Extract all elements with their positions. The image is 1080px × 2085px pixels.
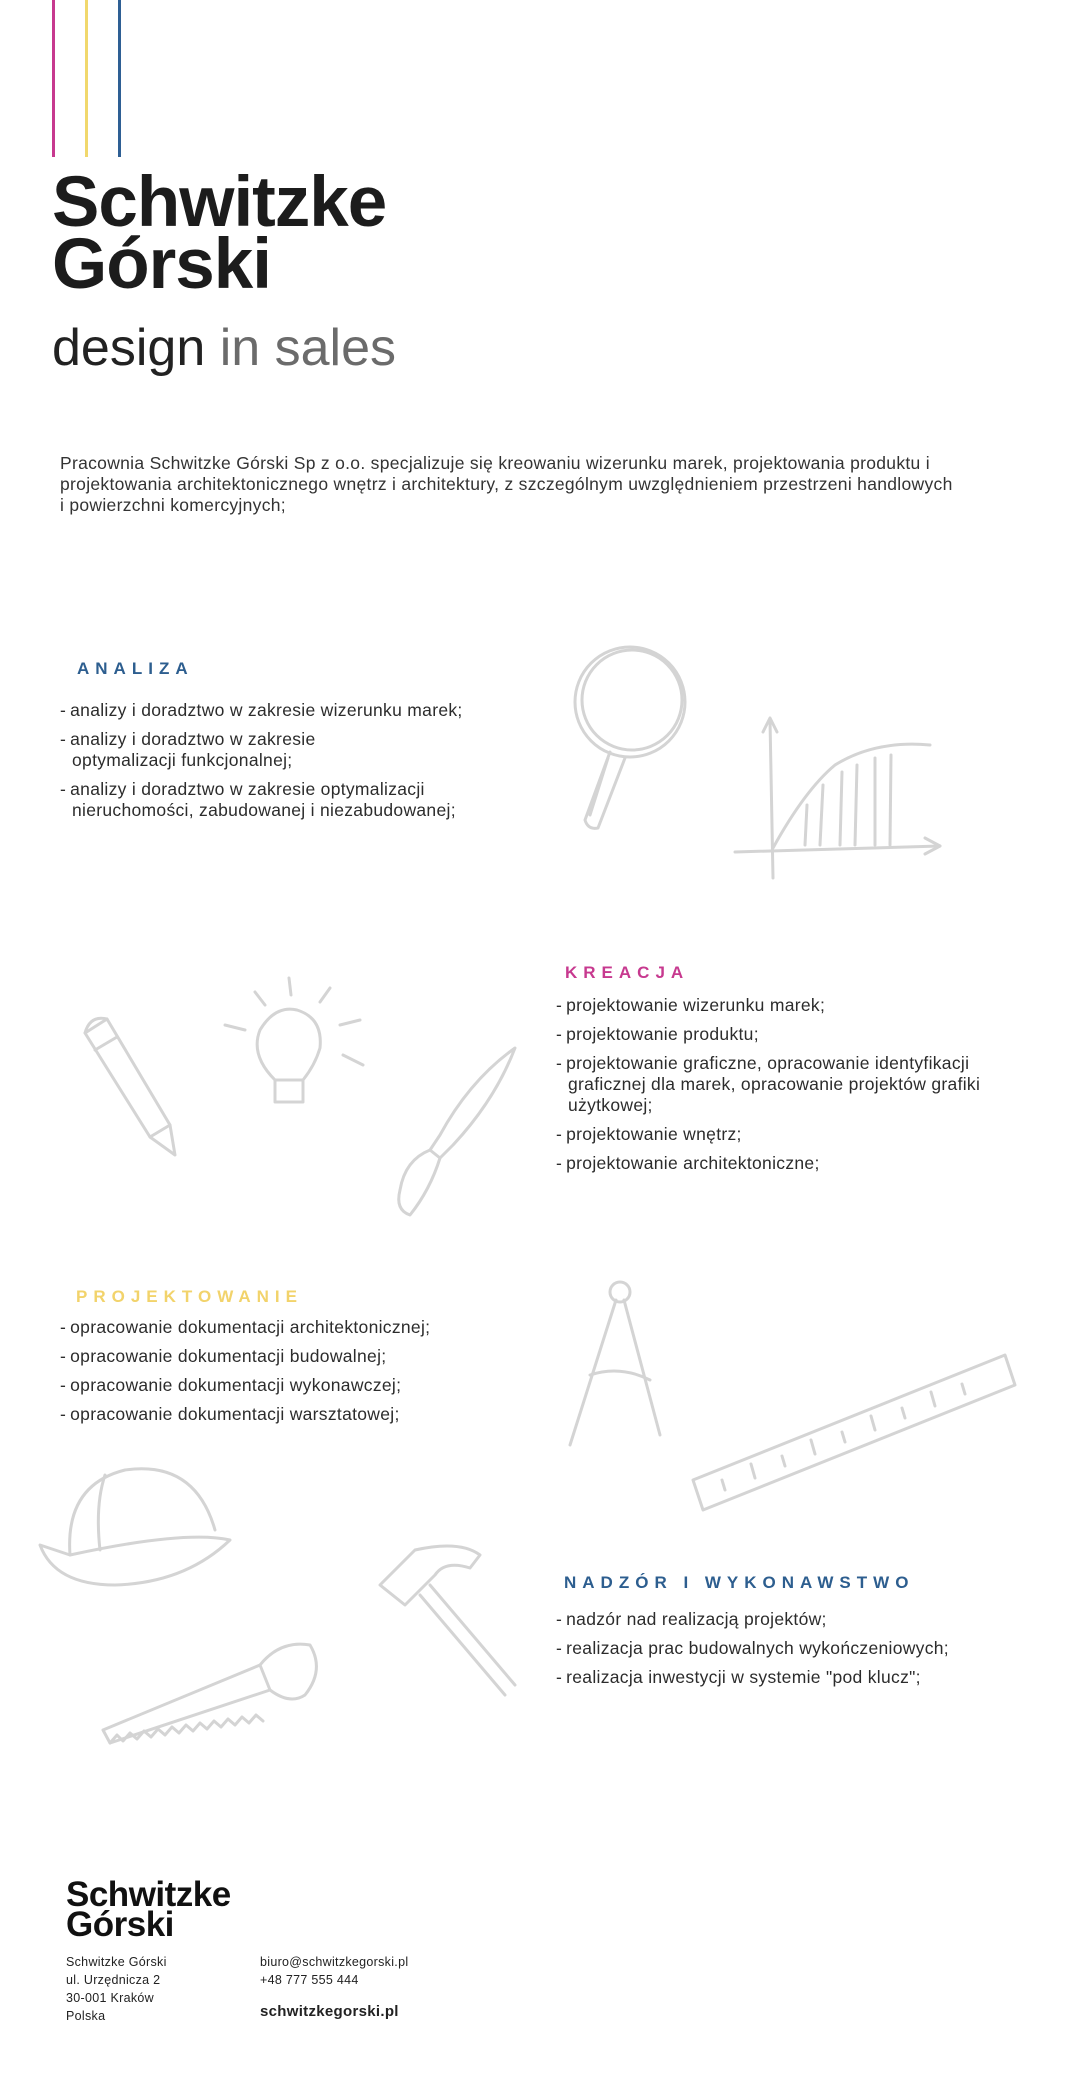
list-item: - opracowanie dokumentacji budowalnej; <box>60 1346 387 1366</box>
list-item: - projektowanie produktu; <box>556 1024 759 1044</box>
list-item: - opracowanie dokumentacji wykonawczej; <box>60 1375 402 1395</box>
footer-logo-line-2: Górski <box>66 1905 174 1944</box>
saw-icon <box>95 1615 325 1750</box>
footer-street: ul. Urzędnicza 2 <box>66 1973 161 1987</box>
footer-phone[interactable]: +48 777 555 444 <box>260 1973 359 1987</box>
list-item: - opracowanie dokumentacji warsztatowej; <box>60 1404 400 1424</box>
hammer-icon <box>370 1530 530 1700</box>
list-item: - opracowanie dokumentacji architektonicznej; <box>60 1317 431 1337</box>
list-item: - projektowanie architektoniczne; <box>556 1153 820 1173</box>
footer-contact <box>260 1953 408 1989</box>
tagline <box>52 318 396 378</box>
magnifier-icon <box>560 640 700 840</box>
lightbulb-icon <box>215 970 375 1120</box>
tagline-dark: design <box>52 319 206 377</box>
analiza-title: ANALIZA <box>77 659 194 678</box>
list-item: - analizy i doradztwo w zakresie optymalizacji nieruchomości, zabudowanej i niezabudowanej; <box>60 779 456 820</box>
yellow-bar <box>85 0 88 157</box>
brush-icon <box>385 1040 525 1220</box>
nadzor-title: NADZÓR I WYKONAWSTWO <box>564 1573 915 1592</box>
list-item: - projektowanie wizerunku marek; <box>556 995 826 1015</box>
footer-website[interactable]: schwitzkegorski.pl <box>260 2003 399 2020</box>
kreacja-list <box>556 995 1006 1182</box>
brand-line-2: Górski <box>52 225 271 304</box>
compass-icon <box>560 1270 680 1455</box>
analiza-list <box>60 700 510 829</box>
list-item: - projektowanie wnętrz; <box>556 1124 742 1144</box>
intro-text: Pracownia Schwitzke Górski Sp z o.o. specjalizuje się kreowaniu wizerunku marek, projektowania produktu i projektowania architektonicznego wnętrz i architektury, z szczególnym uwzględnieniem przestrzeni handlowych i powierzchni komercyjnych; <box>60 453 953 515</box>
projektowanie-list <box>60 1317 540 1433</box>
footer-city: 30-001 Kraków <box>66 1991 154 2005</box>
footer-country: Polska <box>66 2009 106 2023</box>
list-item: - realizacja inwestycji w systemie "pod klucz"; <box>556 1667 921 1687</box>
projektowanie-title: PROJEKTOWANIE <box>76 1287 303 1306</box>
list-item: - analizy i doradztwo w zakresie wizerunku marek; <box>60 700 463 720</box>
nadzor-list <box>556 1609 1036 1696</box>
list-item: - nadzór nad realizacją projektów; <box>556 1609 827 1629</box>
brand-line-1: Schwitzke <box>52 163 387 242</box>
chart-icon <box>725 710 955 885</box>
footer-email[interactable]: biuro@schwitzkegorski.pl <box>260 1955 409 1969</box>
footer-logo <box>66 1875 231 1944</box>
list-item: - realizacja prac budowalnych wykończeniowych; <box>556 1638 949 1658</box>
pencil-icon <box>75 1005 185 1170</box>
tagline-light: in sales <box>219 319 396 377</box>
blue-bar <box>118 0 121 157</box>
magenta-bar <box>52 0 55 157</box>
ruler-icon <box>685 1340 1020 1520</box>
brand-logo <box>52 163 387 304</box>
list-item: - projektowanie graficzne, opracowanie identyfikacji graficznej dla marek, opracowanie projektów grafiki użytkowej; <box>556 1053 981 1115</box>
footer-logo-line-1: Schwitzke <box>66 1875 231 1914</box>
list-item: - analizy i doradztwo w zakresie optymalizacji funkcjonalnej; <box>60 729 316 770</box>
kreacja-title: KREACJA <box>565 963 690 982</box>
footer-address <box>66 1953 167 2025</box>
footer-company: Schwitzke Górski <box>66 1955 167 1969</box>
helmet-icon <box>35 1445 235 1595</box>
